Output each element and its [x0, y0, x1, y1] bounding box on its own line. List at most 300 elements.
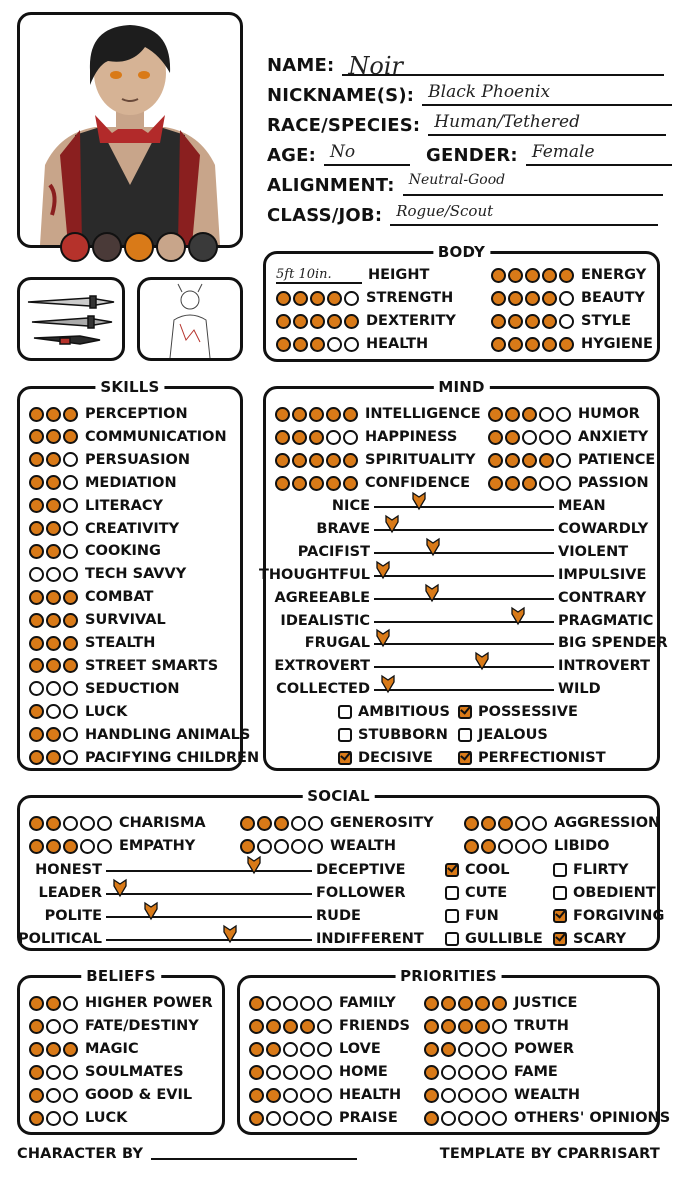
filled-dot-icon[interactable] [46, 407, 61, 422]
filled-dot-icon[interactable] [441, 996, 456, 1011]
empty-dot-icon[interactable] [522, 430, 537, 445]
filled-dot-icon[interactable] [481, 839, 496, 854]
filled-dot-icon[interactable] [29, 996, 44, 1011]
empty-dot-icon[interactable] [46, 1111, 61, 1126]
filled-dot-icon[interactable] [46, 544, 61, 559]
filled-dot-icon[interactable] [292, 407, 307, 422]
filled-dot-icon[interactable] [498, 816, 513, 831]
unchecked-box-icon[interactable] [553, 886, 567, 900]
filled-dot-icon[interactable] [240, 816, 255, 831]
filled-dot-icon[interactable] [488, 407, 503, 422]
checked-box-icon[interactable] [458, 705, 472, 719]
empty-dot-icon[interactable] [46, 704, 61, 719]
filled-dot-icon[interactable] [63, 613, 78, 628]
trait-checkbox[interactable] [553, 905, 664, 927]
empty-dot-icon[interactable] [300, 1111, 315, 1126]
scale-track[interactable] [374, 529, 554, 531]
trait-checkbox[interactable] [458, 747, 606, 769]
scale-track[interactable] [374, 689, 554, 691]
empty-dot-icon[interactable] [458, 1088, 473, 1103]
filled-dot-icon[interactable] [309, 430, 324, 445]
trait-checkbox[interactable] [445, 905, 499, 927]
filled-dot-icon[interactable] [505, 476, 520, 491]
empty-dot-icon[interactable] [308, 816, 323, 831]
filled-dot-icon[interactable] [29, 1019, 44, 1034]
empty-dot-icon[interactable] [475, 1065, 490, 1080]
filled-dot-icon[interactable] [458, 996, 473, 1011]
filled-dot-icon[interactable] [63, 658, 78, 673]
checked-box-icon[interactable] [445, 863, 459, 877]
empty-dot-icon[interactable] [556, 476, 571, 491]
trait-checkbox[interactable] [445, 928, 543, 950]
filled-dot-icon[interactable] [29, 1111, 44, 1126]
trait-checkbox[interactable] [445, 882, 507, 904]
empty-dot-icon[interactable] [63, 816, 78, 831]
scale-track[interactable] [374, 621, 554, 623]
filled-dot-icon[interactable] [46, 475, 61, 490]
empty-dot-icon[interactable] [492, 1088, 507, 1103]
rating-dots [275, 430, 358, 445]
slider-marker-icon[interactable] [510, 606, 526, 626]
rating-row [276, 310, 456, 332]
filled-dot-icon[interactable] [522, 476, 537, 491]
filled-dot-icon[interactable] [274, 816, 289, 831]
empty-dot-icon[interactable] [80, 839, 95, 854]
filled-dot-icon[interactable] [276, 291, 291, 306]
filled-dot-icon[interactable] [343, 407, 358, 422]
empty-dot-icon[interactable] [63, 567, 78, 582]
filled-dot-icon[interactable] [424, 1111, 439, 1126]
filled-dot-icon[interactable] [46, 636, 61, 651]
slider-marker-icon[interactable] [143, 901, 159, 921]
slider-marker-icon[interactable] [425, 537, 441, 557]
filled-dot-icon[interactable] [488, 476, 503, 491]
filled-dot-icon[interactable] [46, 452, 61, 467]
empty-dot-icon[interactable] [291, 839, 306, 854]
filled-dot-icon[interactable] [29, 521, 44, 536]
trait-checkbox[interactable] [553, 859, 628, 881]
filled-dot-icon[interactable] [310, 314, 325, 329]
filled-dot-icon[interactable] [441, 1019, 456, 1034]
filled-dot-icon[interactable] [249, 1111, 264, 1126]
filled-dot-icon[interactable] [46, 658, 61, 673]
filled-dot-icon[interactable] [46, 429, 61, 444]
filled-dot-icon[interactable] [29, 816, 44, 831]
empty-dot-icon[interactable] [283, 996, 298, 1011]
filled-dot-icon[interactable] [300, 1019, 315, 1034]
empty-dot-icon[interactable] [283, 1042, 298, 1057]
empty-dot-icon[interactable] [532, 839, 547, 854]
filled-dot-icon[interactable] [525, 291, 540, 306]
empty-dot-icon[interactable] [344, 337, 359, 352]
filled-dot-icon[interactable] [29, 407, 44, 422]
trait-scale [266, 610, 657, 632]
filled-dot-icon[interactable] [464, 839, 479, 854]
empty-dot-icon[interactable] [63, 521, 78, 536]
filled-dot-icon[interactable] [525, 337, 540, 352]
filled-dot-icon[interactable] [275, 430, 290, 445]
filled-dot-icon[interactable] [508, 337, 523, 352]
checked-box-icon[interactable] [553, 932, 567, 946]
empty-dot-icon[interactable] [317, 1019, 332, 1034]
slider-marker-icon[interactable] [411, 491, 427, 511]
scale-track[interactable] [374, 575, 554, 577]
empty-dot-icon[interactable] [441, 1088, 456, 1103]
filled-dot-icon[interactable] [343, 453, 358, 468]
trait-checkbox[interactable] [458, 724, 548, 746]
empty-dot-icon[interactable] [317, 1111, 332, 1126]
empty-dot-icon[interactable] [63, 544, 78, 559]
empty-dot-icon[interactable] [343, 430, 358, 445]
empty-dot-icon[interactable] [492, 1111, 507, 1126]
filled-dot-icon[interactable] [505, 453, 520, 468]
trait-checkbox[interactable] [338, 701, 450, 723]
filled-dot-icon[interactable] [249, 996, 264, 1011]
filled-dot-icon[interactable] [293, 291, 308, 306]
filled-dot-icon[interactable] [505, 430, 520, 445]
filled-dot-icon[interactable] [559, 268, 574, 283]
scale-left-label: AGREEABLE [274, 589, 370, 606]
empty-dot-icon[interactable] [300, 996, 315, 1011]
filled-dot-icon[interactable] [292, 453, 307, 468]
empty-dot-icon[interactable] [556, 430, 571, 445]
rating-label: PACIFYING CHILDREN [85, 749, 260, 766]
filled-dot-icon[interactable] [275, 407, 290, 422]
filled-dot-icon[interactable] [458, 1019, 473, 1034]
filled-dot-icon[interactable] [266, 1019, 281, 1034]
filled-dot-icon[interactable] [63, 636, 78, 651]
empty-dot-icon[interactable] [344, 291, 359, 306]
filled-dot-icon[interactable] [46, 590, 61, 605]
empty-dot-icon[interactable] [274, 839, 289, 854]
empty-dot-icon[interactable] [441, 1065, 456, 1080]
filled-dot-icon[interactable] [475, 1019, 490, 1034]
filled-dot-icon[interactable] [29, 750, 44, 765]
empty-dot-icon[interactable] [97, 839, 112, 854]
filled-dot-icon[interactable] [309, 407, 324, 422]
color-swatch [60, 232, 90, 262]
unchecked-box-icon[interactable] [338, 705, 352, 719]
empty-dot-icon[interactable] [266, 1111, 281, 1126]
empty-dot-icon[interactable] [63, 704, 78, 719]
filled-dot-icon[interactable] [424, 1065, 439, 1080]
empty-dot-icon[interactable] [29, 567, 44, 582]
filled-dot-icon[interactable] [46, 996, 61, 1011]
filled-dot-icon[interactable] [249, 1065, 264, 1080]
checked-box-icon[interactable] [338, 751, 352, 765]
filled-dot-icon[interactable] [481, 816, 496, 831]
filled-dot-icon[interactable] [29, 839, 44, 854]
filled-dot-icon[interactable] [63, 407, 78, 422]
filled-dot-icon[interactable] [46, 750, 61, 765]
trait-checkbox[interactable] [458, 701, 578, 723]
empty-dot-icon[interactable] [475, 1088, 490, 1103]
trait-checkbox[interactable] [338, 724, 448, 746]
filled-dot-icon[interactable] [63, 590, 78, 605]
filled-dot-icon[interactable] [46, 839, 61, 854]
empty-dot-icon[interactable] [63, 1111, 78, 1126]
scale-track[interactable] [374, 552, 554, 554]
scale-track[interactable] [374, 598, 554, 600]
slider-marker-icon[interactable] [222, 924, 238, 944]
empty-dot-icon[interactable] [97, 816, 112, 831]
empty-dot-icon[interactable] [317, 1042, 332, 1057]
filled-dot-icon[interactable] [326, 476, 341, 491]
filled-dot-icon[interactable] [343, 476, 358, 491]
empty-dot-icon[interactable] [317, 996, 332, 1011]
filled-dot-icon[interactable] [542, 337, 557, 352]
empty-dot-icon[interactable] [492, 1042, 507, 1057]
filled-dot-icon[interactable] [46, 498, 61, 513]
filled-dot-icon[interactable] [240, 839, 255, 854]
scale-track[interactable] [374, 643, 554, 645]
filled-dot-icon[interactable] [63, 839, 78, 854]
filled-dot-icon[interactable] [283, 1019, 298, 1034]
filled-dot-icon[interactable] [266, 1088, 281, 1103]
filled-dot-icon[interactable] [276, 337, 291, 352]
filled-dot-icon[interactable] [505, 407, 520, 422]
filled-dot-icon[interactable] [266, 1042, 281, 1057]
filled-dot-icon[interactable] [522, 407, 537, 422]
empty-dot-icon[interactable] [539, 430, 554, 445]
scale-left-label: IDEALISTIC [280, 612, 370, 629]
filled-dot-icon[interactable] [29, 704, 44, 719]
filled-dot-icon[interactable] [491, 314, 506, 329]
filled-dot-icon[interactable] [327, 314, 342, 329]
empty-dot-icon[interactable] [63, 750, 78, 765]
filled-dot-icon[interactable] [63, 429, 78, 444]
scale-track[interactable] [374, 506, 554, 508]
slider-marker-icon[interactable] [380, 674, 396, 694]
filled-dot-icon[interactable] [63, 1042, 78, 1057]
filled-dot-icon[interactable] [327, 291, 342, 306]
color-swatch [124, 232, 154, 262]
unchecked-box-icon[interactable] [445, 932, 459, 946]
slider-marker-icon[interactable] [375, 628, 391, 648]
filled-dot-icon[interactable] [46, 1042, 61, 1057]
filled-dot-icon[interactable] [508, 291, 523, 306]
empty-dot-icon[interactable] [515, 839, 530, 854]
scale-track[interactable] [374, 666, 554, 668]
filled-dot-icon[interactable] [488, 430, 503, 445]
empty-dot-icon[interactable] [63, 996, 78, 1011]
empty-dot-icon[interactable] [46, 1019, 61, 1034]
empty-dot-icon[interactable] [257, 839, 272, 854]
filled-dot-icon[interactable] [29, 613, 44, 628]
filled-dot-icon[interactable] [275, 476, 290, 491]
empty-dot-icon[interactable] [475, 1111, 490, 1126]
filled-dot-icon[interactable] [464, 816, 479, 831]
empty-dot-icon[interactable] [63, 727, 78, 742]
rating-label: TRUTH [514, 1018, 569, 1034]
filled-dot-icon[interactable] [293, 314, 308, 329]
body-section [263, 243, 660, 362]
filled-dot-icon[interactable] [29, 658, 44, 673]
filled-dot-icon[interactable] [309, 476, 324, 491]
empty-dot-icon[interactable] [515, 816, 530, 831]
empty-dot-icon[interactable] [308, 839, 323, 854]
empty-dot-icon[interactable] [63, 681, 78, 696]
rating-row [29, 835, 195, 857]
filled-dot-icon[interactable] [46, 727, 61, 742]
filled-dot-icon[interactable] [29, 1065, 44, 1080]
filled-dot-icon[interactable] [293, 337, 308, 352]
empty-dot-icon[interactable] [556, 407, 571, 422]
empty-dot-icon[interactable] [326, 430, 341, 445]
empty-dot-icon[interactable] [283, 1065, 298, 1080]
slider-marker-icon[interactable] [384, 514, 400, 534]
scale-track[interactable] [106, 939, 312, 941]
filled-dot-icon[interactable] [522, 453, 537, 468]
filled-dot-icon[interactable] [29, 475, 44, 490]
empty-dot-icon[interactable] [300, 1088, 315, 1103]
filled-dot-icon[interactable] [424, 996, 439, 1011]
empty-dot-icon[interactable] [266, 996, 281, 1011]
empty-dot-icon[interactable] [46, 681, 61, 696]
checked-box-icon[interactable] [553, 909, 567, 923]
filled-dot-icon[interactable] [29, 498, 44, 513]
empty-dot-icon[interactable] [46, 1065, 61, 1080]
empty-dot-icon[interactable] [327, 337, 342, 352]
filled-dot-icon[interactable] [424, 1019, 439, 1034]
empty-dot-icon[interactable] [539, 476, 554, 491]
empty-dot-icon[interactable] [458, 1042, 473, 1057]
filled-dot-icon[interactable] [424, 1088, 439, 1103]
empty-dot-icon[interactable] [475, 1042, 490, 1057]
empty-dot-icon[interactable] [63, 1088, 78, 1103]
empty-dot-icon[interactable] [63, 1019, 78, 1034]
empty-dot-icon[interactable] [63, 452, 78, 467]
slider-marker-icon[interactable] [112, 878, 128, 898]
trait-checkbox[interactable] [338, 747, 433, 769]
empty-dot-icon[interactable] [46, 1088, 61, 1103]
scale-track[interactable] [106, 893, 312, 895]
unchecked-box-icon[interactable] [445, 909, 459, 923]
filled-dot-icon[interactable] [29, 590, 44, 605]
filled-dot-icon[interactable] [29, 727, 44, 742]
empty-dot-icon[interactable] [441, 1111, 456, 1126]
empty-dot-icon[interactable] [29, 681, 44, 696]
filled-dot-icon[interactable] [29, 429, 44, 444]
filled-dot-icon[interactable] [29, 544, 44, 559]
rating-dots [29, 1088, 78, 1103]
rating-row [249, 1084, 401, 1106]
filled-dot-icon[interactable] [475, 996, 490, 1011]
unchecked-box-icon[interactable] [553, 863, 567, 877]
empty-dot-icon[interactable] [458, 1111, 473, 1126]
empty-dot-icon[interactable] [556, 453, 571, 468]
empty-dot-icon[interactable] [63, 1065, 78, 1080]
filled-dot-icon[interactable] [508, 268, 523, 283]
empty-dot-icon[interactable] [492, 1019, 507, 1034]
filled-dot-icon[interactable] [309, 453, 324, 468]
trait-checkbox[interactable] [553, 882, 656, 904]
slider-marker-icon[interactable] [246, 855, 262, 875]
empty-dot-icon[interactable] [559, 291, 574, 306]
slider-marker-icon[interactable] [474, 651, 490, 671]
filled-dot-icon[interactable] [29, 1042, 44, 1057]
filled-dot-icon[interactable] [29, 1088, 44, 1103]
empty-dot-icon[interactable] [498, 839, 513, 854]
filled-dot-icon[interactable] [491, 268, 506, 283]
filled-dot-icon[interactable] [29, 452, 44, 467]
filled-dot-icon[interactable] [276, 314, 291, 329]
filled-dot-icon[interactable] [29, 636, 44, 651]
empty-dot-icon[interactable] [266, 1065, 281, 1080]
empty-dot-icon[interactable] [291, 816, 306, 831]
empty-dot-icon[interactable] [283, 1111, 298, 1126]
filled-dot-icon[interactable] [488, 453, 503, 468]
empty-dot-icon[interactable] [492, 1065, 507, 1080]
empty-dot-icon[interactable] [539, 407, 554, 422]
filled-dot-icon[interactable] [525, 314, 540, 329]
slider-marker-icon[interactable] [424, 583, 440, 603]
trait-checkbox[interactable] [553, 928, 626, 950]
filled-dot-icon[interactable] [491, 337, 506, 352]
filled-dot-icon[interactable] [491, 291, 506, 306]
filled-dot-icon[interactable] [46, 613, 61, 628]
filled-dot-icon[interactable] [492, 996, 507, 1011]
unchecked-box-icon[interactable] [458, 728, 472, 742]
trait-checkbox[interactable] [445, 859, 510, 881]
filled-dot-icon[interactable] [441, 1042, 456, 1057]
empty-dot-icon[interactable] [300, 1065, 315, 1080]
filled-dot-icon[interactable] [559, 337, 574, 352]
filled-dot-icon[interactable] [542, 314, 557, 329]
filled-dot-icon[interactable] [46, 816, 61, 831]
gender-value: Female [526, 142, 672, 166]
filled-dot-icon[interactable] [344, 314, 359, 329]
unchecked-box-icon[interactable] [338, 728, 352, 742]
empty-dot-icon[interactable] [63, 475, 78, 490]
filled-dot-icon[interactable] [249, 1019, 264, 1034]
scale-track[interactable] [106, 870, 312, 872]
filled-dot-icon[interactable] [508, 314, 523, 329]
empty-dot-icon[interactable] [63, 498, 78, 513]
filled-dot-icon[interactable] [542, 268, 557, 283]
empty-dot-icon[interactable] [80, 816, 95, 831]
unchecked-box-icon[interactable] [445, 886, 459, 900]
filled-dot-icon[interactable] [292, 430, 307, 445]
filled-dot-icon[interactable] [249, 1042, 264, 1057]
filled-dot-icon[interactable] [249, 1088, 264, 1103]
empty-dot-icon[interactable] [559, 314, 574, 329]
empty-dot-icon[interactable] [300, 1042, 315, 1057]
scale-track[interactable] [106, 916, 312, 918]
filled-dot-icon[interactable] [539, 453, 554, 468]
filled-dot-icon[interactable] [310, 291, 325, 306]
filled-dot-icon[interactable] [424, 1042, 439, 1057]
empty-dot-icon[interactable] [283, 1088, 298, 1103]
filled-dot-icon[interactable] [292, 476, 307, 491]
filled-dot-icon[interactable] [326, 453, 341, 468]
filled-dot-icon[interactable] [326, 407, 341, 422]
filled-dot-icon[interactable] [275, 453, 290, 468]
slider-marker-icon[interactable] [375, 560, 391, 580]
empty-dot-icon[interactable] [317, 1065, 332, 1080]
filled-dot-icon[interactable] [310, 337, 325, 352]
empty-dot-icon[interactable] [317, 1088, 332, 1103]
checked-box-icon[interactable] [458, 751, 472, 765]
filled-dot-icon[interactable] [257, 816, 272, 831]
rating-label: COMBAT [85, 589, 154, 606]
empty-dot-icon[interactable] [532, 816, 547, 831]
filled-dot-icon[interactable] [542, 291, 557, 306]
filled-dot-icon[interactable] [46, 521, 61, 536]
empty-dot-icon[interactable] [46, 567, 61, 582]
filled-dot-icon[interactable] [525, 268, 540, 283]
empty-dot-icon[interactable] [458, 1065, 473, 1080]
